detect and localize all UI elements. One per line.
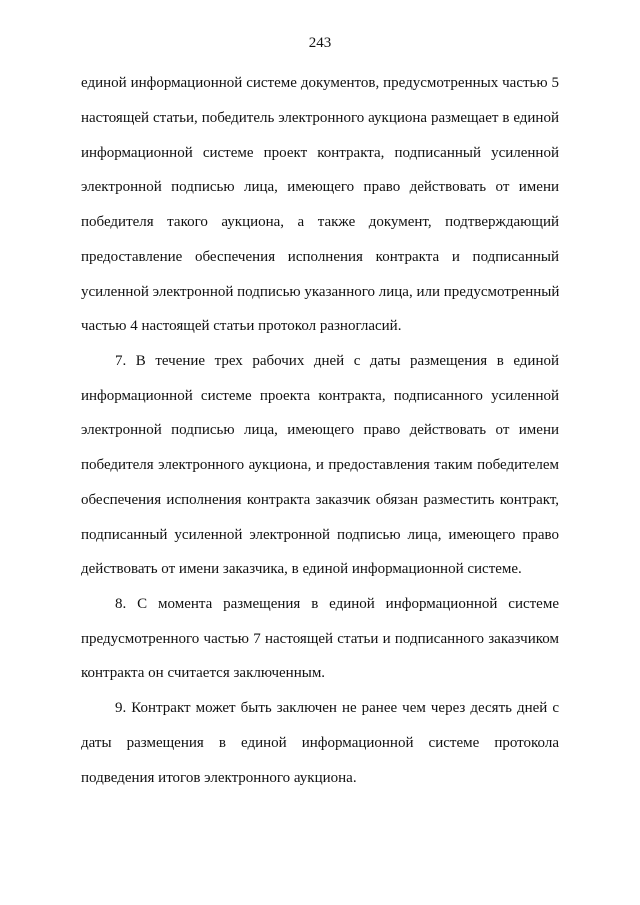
text-line: контракта он считается заключенным. [81,665,326,681]
text-line: электронной подписью лица, имеющего право действовать от имени [81,179,559,195]
text-line: усиленной электронной подписью указанного лица, или предусмотренный [81,284,560,300]
text-line: 7. В течение трех рабочих дней с даты размещения в единой [115,353,559,369]
text-line: информационной системе проект контракта, подписанный усиленной [81,145,559,161]
page-number: 243 [308,35,332,51]
text-line: предоставление обеспечения исполнения контракта и подписанный [81,249,559,265]
text-line: обеспечения исполнения контракта заказчик обязан разместить контракт, [81,492,559,508]
text-line: подведения итогов электронного аукциона. [81,770,357,786]
text-line: победителя такого аукциона, а также документ, подтверждающий [81,214,559,230]
text-line: единой информационной системе документов, предусмотренных частью 5 [81,75,559,91]
text-line: предусмотренного частью 7 настоящей статьи и подписанного заказчиком [81,631,559,647]
text-line: 9. Контракт может быть заключен не ранее чем через десять дней с [115,700,559,716]
text-line: частью 4 настоящей статьи протокол разногласий. [81,318,402,334]
text-line: победителя электронного аукциона, и предоставления таким победителем [81,457,559,473]
text-line: даты размещения в единой информационной системе протокола [81,735,559,751]
text-line: настоящей статьи, победитель электронного аукциона размещает в единой [81,110,559,126]
text-line: информационной системе проекта контракта, подписанного усиленной [81,388,559,404]
text-line: 8. С момента размещения в единой информационной системе [115,596,559,612]
text-line: подписанный усиленной электронной подписью лица, имеющего право [81,527,559,543]
text-line: действовать от имени заказчика, в единой информационной системе. [81,561,522,577]
text-line: электронной подписью лица, имеющего право действовать от имени [81,422,559,438]
